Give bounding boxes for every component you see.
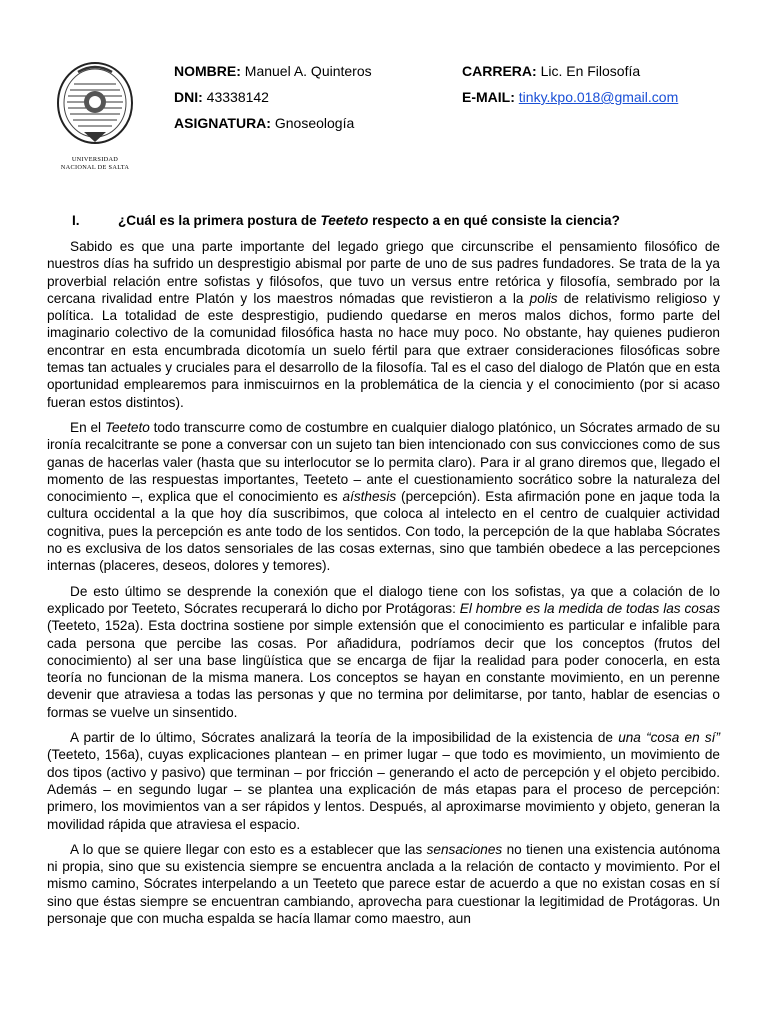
p5-italic: sensaciones [426, 841, 503, 857]
p3-text-a: De esto último se desprende la conexión que el dialogo tiene con los sofistas, ya que a colación de lo explicado por Teeteto, Sócrates recuperará lo dicho por Protágoras: [47, 583, 720, 616]
p3-italic: El hombre es la medida de todas las cosas [459, 600, 720, 616]
email-label: E-MAIL: [462, 89, 515, 105]
seal-emblem-icon [54, 58, 136, 154]
section-heading [72, 213, 620, 228]
p1-text-a: Sabido es que una parte importante del legado griego que circunscribe el pensamiento filosófico de nuestros días ha sufrido un desprestigio abismal por parte de uno de sus padres fundadores. Se trata de la ya proverbial relación entre sofistas y filósofos, que tuvo un versus entre retórica y filosofía, sembrado por la cercana rivalidad entre Platón y los maestros nómadas que revistieron a la [47, 239, 720, 306]
p2-text-b: todo transcurre como de costumbre en cualquier dialogo platónico, un Sócrates armado de su ironía recalcitrante se pone a conversar con un sujeto tan bien intencionado con sus convicciones como de sus ganas de hacerlas valer (hasta que su interlocutor se lo permita claro). Para ir al grano diremos que, llegado el momento de las respuestas importantes, Teeteto – ante el cuestionamiento socrático sobre la naturaleza del conocimiento –, explica que el conocimiento es [47, 419, 720, 505]
document-body [47, 238, 720, 935]
p2-text-c: (percepción). Esta afirmación pone en jaque toda la cultura occidental a la que hoy día suscribimos, que coloca al intelecto en el centro de cualquier actividad cognitiva, pues la percepción es ante todo de los sentidos. Con todo, la percepción de la que hablaba Sócrates no es exclusiva de los datos sensoriales de las cosas externas, sino que también obedece a las percepciones internas (placeres, deseos, dolores y temores). [47, 489, 720, 574]
seal-caption-line-2: NACIONAL DE SALTA [60, 164, 130, 171]
email-link[interactable]: tinky.kpo.018@gmail.com [518, 89, 679, 105]
p1-italic: polis [529, 290, 558, 306]
nombre-label: NOMBRE: [174, 63, 241, 79]
paragraph-3 [47, 583, 720, 721]
dni-value: 43338142 [206, 89, 269, 105]
nombre-value: Manuel A. Quinteros [244, 63, 372, 79]
field-dni [174, 89, 269, 105]
p5-text-a: A lo que se quiere llegar con esto es a establecer que las [70, 841, 427, 857]
paragraph-5 [47, 841, 720, 927]
p4-italic: una “cosa en sí” [618, 730, 720, 746]
section-title-italic: Teeteto [320, 213, 369, 228]
carrera-label: CARRERA: [462, 63, 537, 79]
field-email [462, 89, 678, 105]
dni-label: DNI: [174, 89, 203, 105]
field-asignatura [174, 115, 354, 131]
p4-text-a: A partir de lo último, Sócrates analizará la teoría de la imposibilidad de la existencia de [70, 730, 619, 746]
seal-caption [48, 156, 142, 172]
p3-text-b: (Teeteto, 152a). Esta doctrina sostiene por simple extensión que el conocimiento es particular e infalible para cada persona que percibe las cosas. Por añadidura, podríamos decir que los conceptos (frutos del conocimiento) al ser una base lingüística que se encarga de fijar la realidad para poder conocerla, en esta teoría no funcionan de la misma manera. Los conceptos se hayan en constante movimiento, en un perenne devenir que atraviesa a todas las personas y que no termina por delimitarse, por tanto, hablar de esencias o formas se vuelve un sinsentido. [47, 618, 720, 720]
asignatura-value: Gnoseología [274, 115, 355, 131]
paragraph-4 [47, 729, 720, 833]
paragraph-2 [47, 419, 720, 575]
asignatura-label: ASIGNATURA: [174, 115, 271, 131]
p2-italic: Teeteto [104, 419, 150, 435]
p5-text-b: no tienen una existencia autónoma ni propia, sino que su existencia siempre se encuentra anclada a la relación de contacto y movimiento. Por el mismo camino, Sócrates interpelando a un Teeteto que parece estar de acuerdo a que no existan cosas en sí sino que éstas siempre se encuentran cambiando, aprovecha para cuestionar la legitimidad de Protágoras. Un personaje que con mucha espalda se hacía llamar como maestro, aun [47, 841, 721, 926]
section-title-part-1: ¿Cuál es la primera postura de [118, 213, 321, 228]
university-seal-logo [54, 58, 136, 176]
paragraph-1 [47, 238, 720, 411]
seal-caption-line-1: UNIVERSIDAD [71, 156, 119, 163]
section-title-part-2: respecto a en qué consiste la ciencia? [368, 213, 620, 228]
p2-italic-2: aísthesis [342, 489, 397, 505]
p4-text-b: (Teeteto, 156a), cuyas explicaciones plantean – en primer lugar – que todo es movimiento, un movimiento de dos tipos (activo y pasivo) que terminan – por fricción – generando el acto de percepción y el objeto percibido. Además – en segundo lugar – se plantea una explicación de más etapas para el proceso de percepción: primero, los movimientos van a ser rápidos y lentos. Después, al aproximarse movimiento y objeto, generan la movilidad rápida que atraviesa el espacio. [47, 747, 720, 832]
carrera-value: Lic. En Filosofía [540, 63, 641, 79]
field-nombre [174, 63, 372, 79]
p1-text-b: de relativismo religioso y política. La totalidad de este desprestigio, pudiendo quedarse en meros malos dichos, formo parte del imaginario colectivo de la comunidad filosófica hasta no hace muy poco. No obstante, hay quienes pudieron encontrar en esta encumbrada dicotomía un suelo fértil para que extraer consideraciones filosóficas sobre temas tan actuales y cruciales para el desarrollo de la filosofía. Tal es el caso del dialogo de Platón que en esta oportunidad emplearemos para inmiscuirnos en la problemática de la ciencia y el conocimiento (por si acaso fueran estos distintos). [47, 290, 720, 410]
field-carrera [462, 63, 640, 79]
p2-text-a: En el [70, 419, 105, 435]
section-number: I. [72, 213, 80, 228]
